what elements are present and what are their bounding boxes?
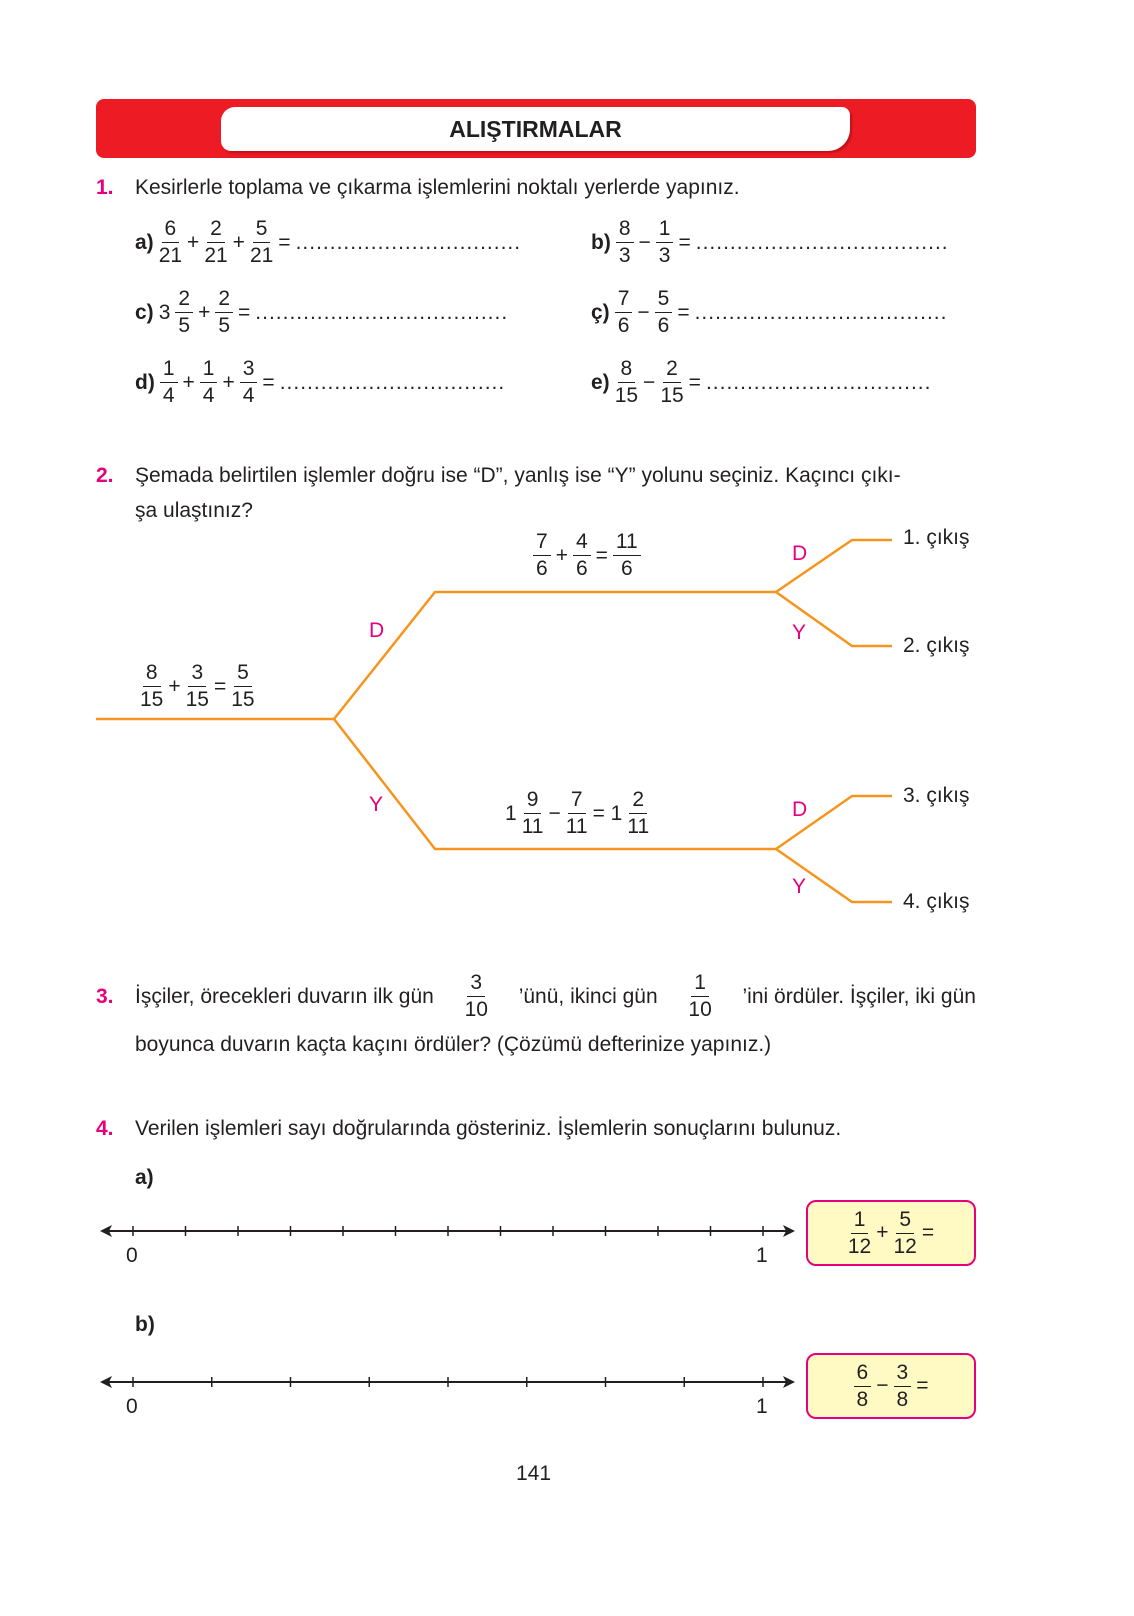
item-label: a): [135, 230, 154, 254]
denominator: 10: [688, 998, 712, 1021]
q4-b-expression-box: [806, 1353, 976, 1419]
q2-number: 2.: [96, 464, 114, 487]
item-label: d): [135, 370, 155, 394]
operator: +: [555, 543, 568, 567]
number-line-b-end: 1: [756, 1395, 768, 1418]
operator: +: [232, 230, 245, 254]
q4-a-expression-box: [806, 1200, 976, 1266]
denominator: 21: [204, 244, 228, 267]
answer-dots[interactable]: .................................: [295, 230, 522, 254]
numerator: 2: [207, 216, 225, 243]
numerator: 4: [573, 529, 591, 556]
numerator: 8: [143, 660, 161, 687]
denominator: 6: [536, 557, 548, 580]
denominator: 6: [657, 314, 670, 337]
answer-dots[interactable]: .................................: [705, 370, 932, 394]
number-line-b-start: 0: [126, 1395, 138, 1418]
operator: =: [678, 230, 691, 254]
operator: =: [595, 543, 608, 567]
operator: 1: [505, 801, 517, 825]
denominator: 10: [464, 998, 488, 1021]
numerator: 1: [656, 216, 674, 243]
numerator: 1: [691, 970, 709, 997]
numerator: 7: [615, 286, 633, 313]
q3-text: İşçiler, örecekleri duvarın ilk gün: [135, 984, 434, 1008]
answer-dots[interactable]: .....................................: [694, 300, 948, 324]
numerator: 5: [234, 660, 252, 687]
denominator: 6: [575, 557, 588, 580]
answer-dots[interactable]: .................................: [279, 370, 506, 394]
fraction: [894, 1207, 917, 1260]
operator: +: [168, 674, 181, 698]
fraction: [894, 1360, 912, 1413]
q4-a-label: a): [135, 1166, 154, 1189]
numerator: 8: [618, 356, 636, 383]
math-expression: [848, 1207, 934, 1260]
operator: −: [643, 370, 656, 394]
q3-number: 3.: [96, 985, 114, 1008]
numerator: 11: [613, 529, 641, 556]
numerator: 3: [188, 660, 206, 687]
denominator: 11: [521, 815, 544, 838]
item-label: c): [135, 300, 154, 324]
denominator: 4: [242, 384, 255, 407]
denominator: 12: [893, 1234, 917, 1258]
exit-1: 1. çıkış: [903, 526, 970, 549]
numerator: 7: [533, 529, 551, 556]
answer-dots[interactable]: .....................................: [695, 230, 949, 254]
number-line-a-end: 1: [756, 1244, 768, 1267]
operator: −: [548, 801, 561, 825]
denominator: 4: [202, 384, 215, 407]
q1-number: 1.: [96, 176, 114, 199]
denominator: 5: [218, 314, 231, 337]
operator: =: [278, 230, 291, 254]
label-y: Y: [369, 793, 384, 816]
denominator: 12: [847, 1234, 872, 1258]
item-label: e): [591, 370, 610, 394]
q4-b-label: b): [135, 1313, 155, 1336]
label-y: Y: [792, 621, 807, 644]
operator: −: [876, 1374, 889, 1397]
numerator: 9: [524, 787, 542, 814]
label-d: D: [792, 798, 808, 821]
denominator: 15: [614, 384, 639, 407]
operator: −: [638, 230, 651, 254]
label-d: D: [369, 619, 385, 642]
q3-text: ’ini ördüler. İşçiler, iki gün: [742, 984, 976, 1008]
exit-4: 4. çıkış: [903, 890, 970, 913]
number-line-a-start: 0: [126, 1244, 138, 1267]
item-label: ç): [591, 300, 610, 324]
exit-3: 3. çıkış: [903, 784, 970, 807]
numerator: 5: [896, 1207, 914, 1234]
denominator: 11: [565, 815, 588, 838]
q2-text-line1: Şemada belirtilen işlemler doğru ise “D”, yanlış ise “Y” yolunu seçiniz. Kaçıncı çıkı-: [135, 464, 901, 487]
label-d: D: [792, 542, 808, 565]
q3-text-line2: boyunca duvarın kaçta kaçını ördüler? (Çözümü defterinize yapınız.): [135, 1033, 772, 1056]
fraction: [848, 1207, 871, 1260]
denominator: 3: [658, 244, 671, 267]
denominator: 15: [140, 688, 164, 711]
denominator: 8: [856, 1387, 869, 1411]
math-expression: [854, 1360, 929, 1413]
page-number: 141: [516, 1462, 552, 1485]
numerator: 3: [467, 970, 485, 997]
page-title: ALIŞTIRMALAR: [449, 116, 622, 142]
operator: =: [916, 1374, 929, 1397]
denominator: 11: [627, 815, 650, 838]
denominator: 5: [178, 314, 191, 337]
denominator: 15: [185, 688, 209, 711]
numerator: 6: [162, 216, 180, 243]
numerator: 1: [160, 356, 178, 383]
numerator: 1: [200, 356, 218, 383]
denominator: 15: [231, 688, 255, 711]
denominator: 15: [660, 384, 684, 407]
numerator: 1: [851, 1207, 869, 1234]
operator: 3: [158, 300, 171, 324]
numerator: 6: [854, 1360, 872, 1387]
operator: =: [238, 300, 251, 324]
numerator: 2: [175, 286, 193, 313]
q4-text: Verilen işlemleri sayı doğrularında gösteriniz. İşlemlerin sonuçlarını bulunuz.: [135, 1117, 842, 1140]
numerator: 2: [663, 356, 681, 383]
denominator: 6: [617, 314, 630, 337]
numerator: 8: [616, 216, 634, 243]
denominator: 4: [162, 384, 175, 407]
numerator: 5: [253, 216, 271, 243]
operator: +: [182, 370, 195, 394]
denominator: 6: [620, 557, 633, 580]
operator: =: [688, 370, 701, 394]
operator: +: [198, 300, 211, 324]
operator: +: [187, 230, 200, 254]
denominator: 3: [618, 244, 631, 267]
operator: −: [637, 300, 650, 324]
denominator: 21: [249, 244, 274, 267]
numerator: 5: [655, 286, 673, 313]
item-label: b): [591, 230, 611, 254]
operator: = 1: [592, 801, 623, 825]
fraction: [854, 1360, 872, 1413]
q1-text: Kesirlerle toplama ve çıkarma işlemlerini noktalı yerlerde yapınız.: [135, 176, 740, 199]
numerator: 2: [629, 787, 647, 814]
numerator: 3: [894, 1360, 912, 1387]
operator: +: [876, 1221, 889, 1244]
q2-text-line2: şa ulaştınız?: [135, 499, 253, 522]
q4-number: 4.: [96, 1117, 114, 1140]
q3-text: ’ünü, ikinci gün: [518, 984, 658, 1008]
denominator: 21: [158, 244, 183, 267]
denominator: 8: [896, 1387, 909, 1411]
numerator: 3: [240, 356, 258, 383]
exit-2: 2. çıkış: [903, 634, 970, 657]
operator: =: [921, 1221, 935, 1244]
operator: =: [213, 674, 227, 698]
operator: +: [222, 370, 235, 394]
label-y: Y: [792, 875, 807, 898]
numerator: 2: [215, 286, 233, 313]
answer-dots[interactable]: .....................................: [255, 300, 509, 324]
operator: =: [262, 370, 275, 394]
operator: =: [677, 300, 690, 324]
numerator: 7: [568, 787, 586, 814]
